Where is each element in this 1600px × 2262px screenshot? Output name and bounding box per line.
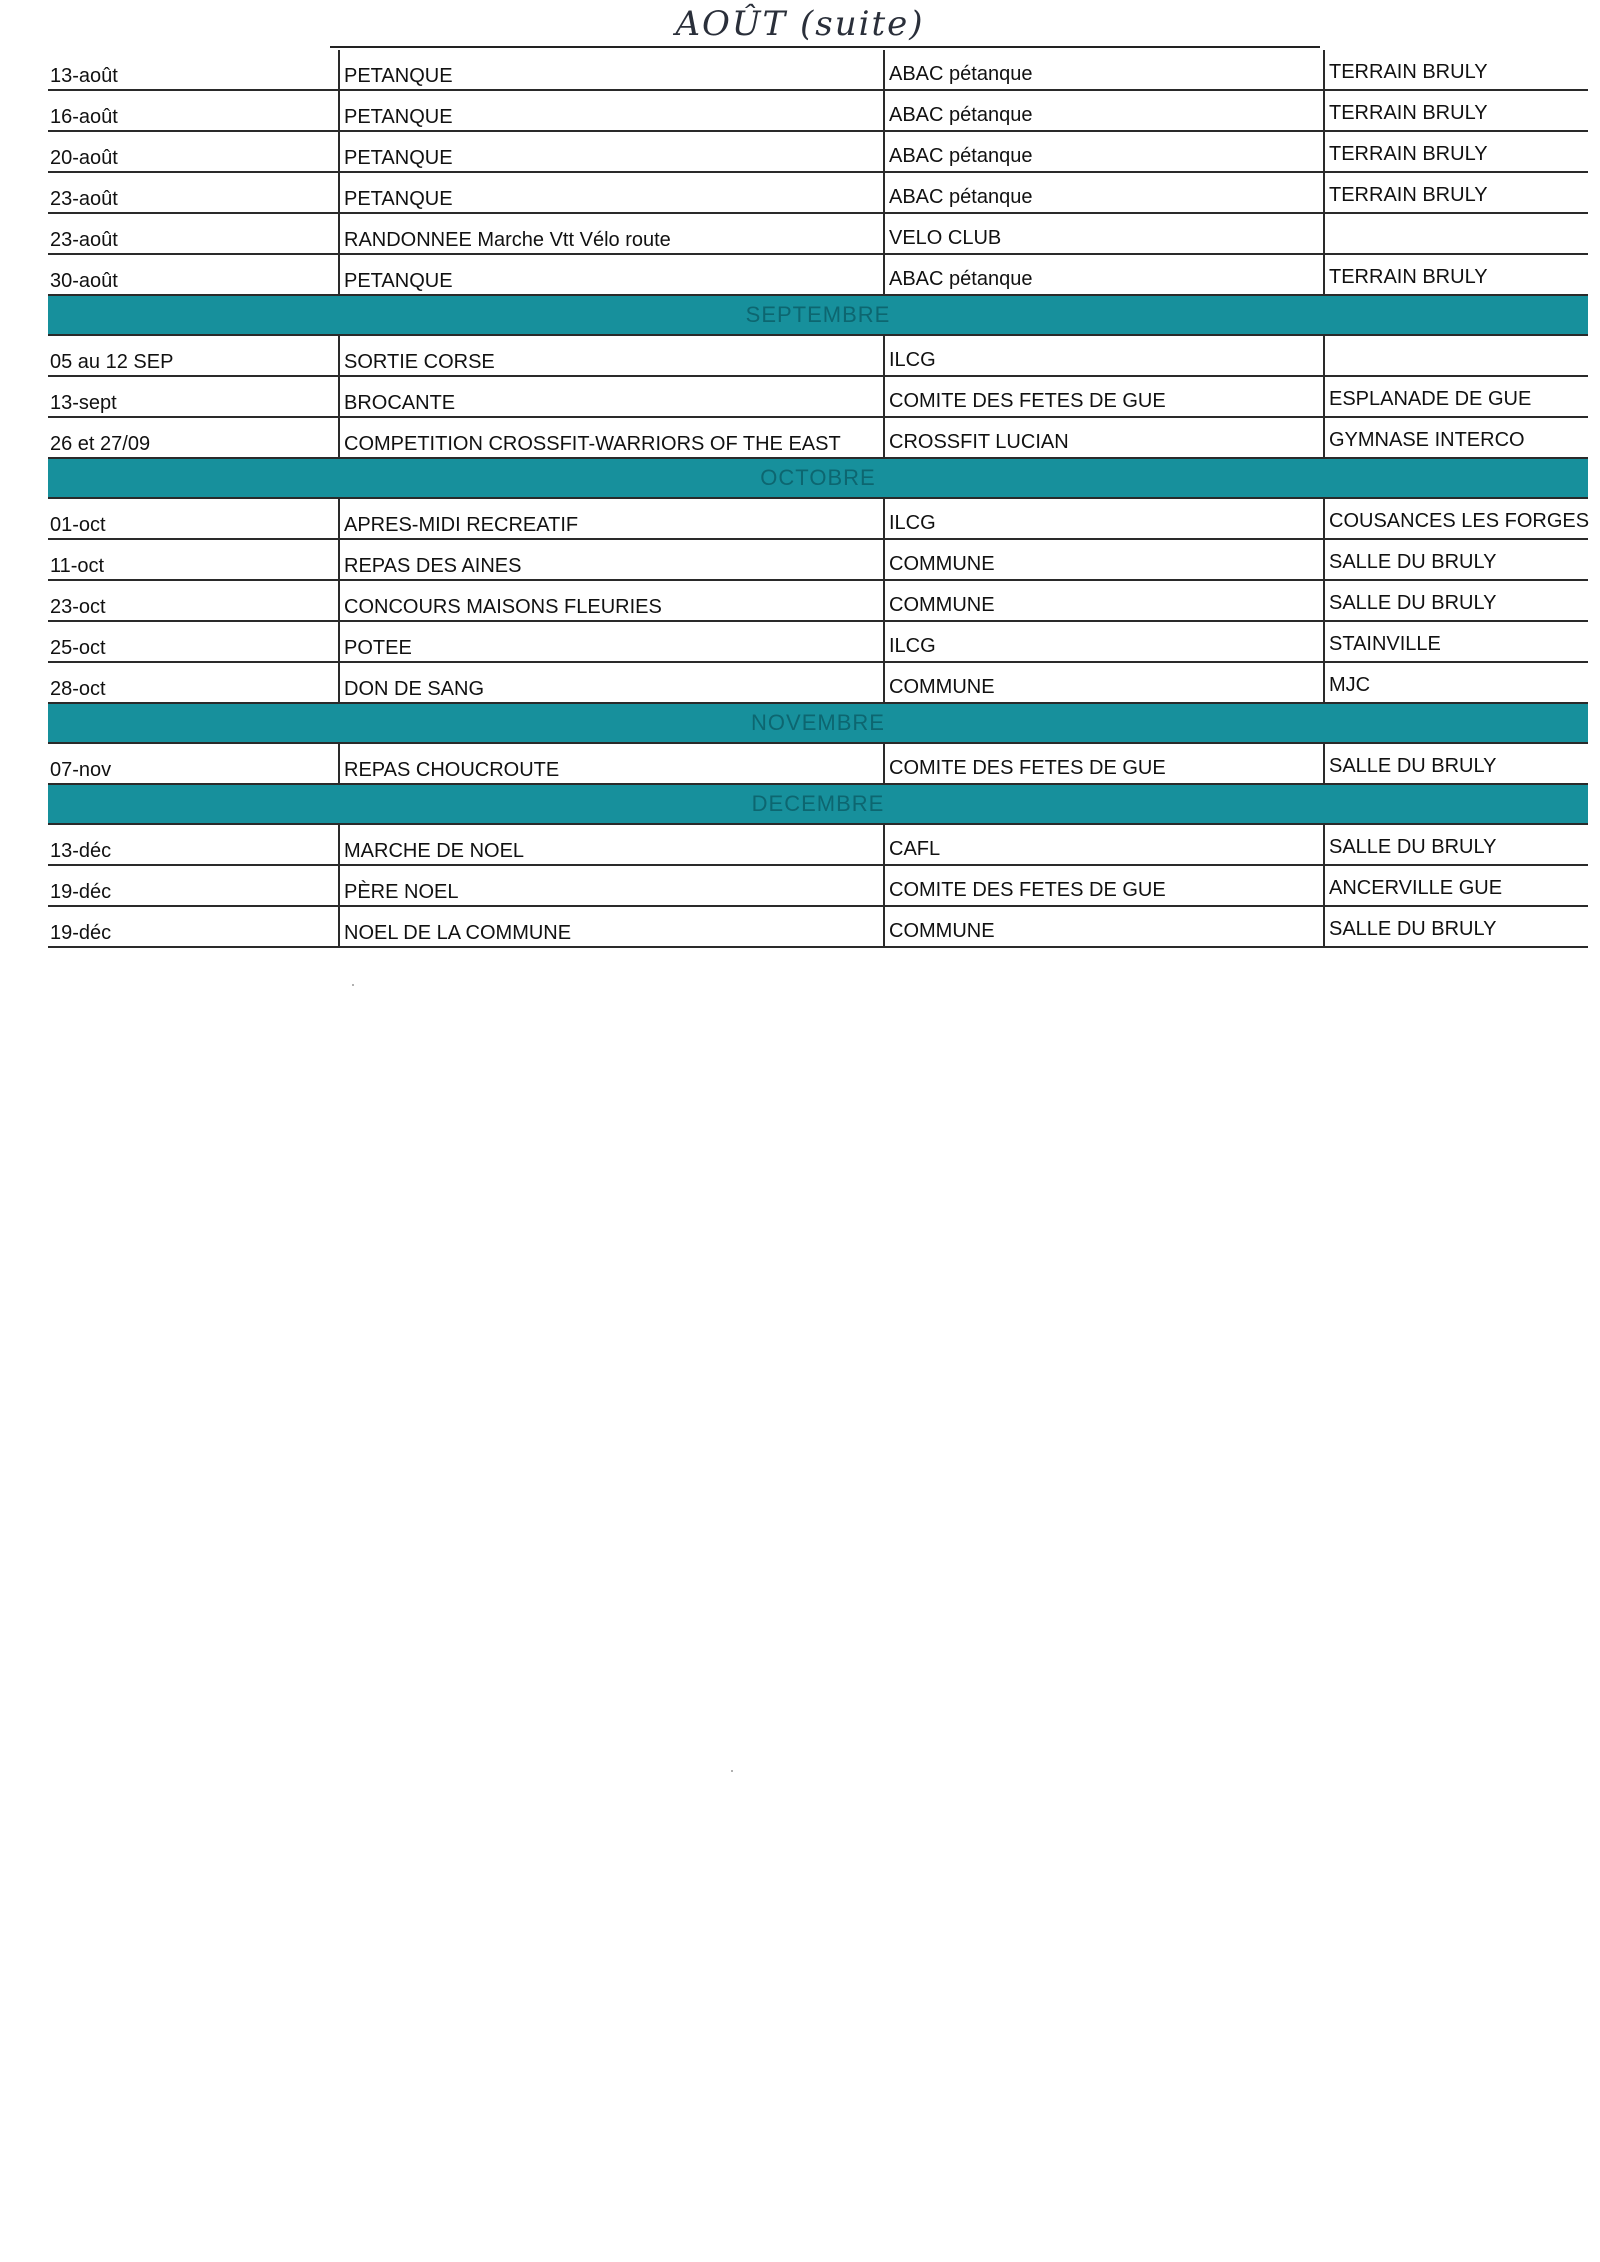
event-place: ANCERVILLE GUE: [1323, 866, 1588, 905]
table-row: [48, 907, 1588, 948]
event-organizer: ABAC pétanque: [883, 173, 1323, 212]
table-row: [48, 132, 1588, 173]
event-organizer: COMMUNE: [883, 663, 1323, 702]
event-place: SALLE DU BRULY: [1323, 907, 1588, 946]
event-name: PETANQUE: [338, 255, 883, 294]
event-organizer: COMMUNE: [883, 540, 1323, 579]
event-place: COUSANCES LES FORGES: [1323, 499, 1588, 538]
event-name: REPAS DES AINES: [338, 540, 883, 579]
event-date: 13-sept: [50, 392, 117, 414]
event-date: 01-oct: [50, 514, 106, 536]
event-organizer: ABAC pétanque: [883, 255, 1323, 294]
event-place: TERRAIN BRULY: [1323, 255, 1588, 294]
event-name: PETANQUE: [338, 173, 883, 212]
event-place: SALLE DU BRULY: [1323, 744, 1588, 783]
event-name: NOEL DE LA COMMUNE: [338, 907, 883, 946]
event-place: [1323, 336, 1588, 375]
event-name: PETANQUE: [338, 132, 883, 171]
scan-speck: [731, 1770, 733, 1772]
table-row: [48, 418, 1588, 459]
event-name: SORTIE CORSE: [338, 336, 883, 375]
event-organizer: ABAC pétanque: [883, 50, 1323, 89]
event-organizer: ILCG: [883, 622, 1323, 661]
event-date: 20-août: [50, 147, 118, 169]
event-name: DON DE SANG: [338, 663, 883, 702]
event-name: MARCHE DE NOEL: [338, 825, 883, 864]
event-name: APRES-MIDI RECREATIF: [338, 499, 883, 538]
event-organizer: ABAC pétanque: [883, 132, 1323, 171]
event-date: 26 et 27/09: [50, 433, 151, 455]
event-organizer: COMITE DES FETES DE GUE: [883, 866, 1323, 905]
table-row: [48, 622, 1588, 663]
table-row: [48, 214, 1588, 255]
event-date: 19-déc: [50, 881, 112, 903]
event-organizer: COMMUNE: [883, 581, 1323, 620]
event-date: 25-oct: [50, 637, 106, 659]
event-place: ESPLANADE DE GUE: [1323, 377, 1588, 416]
table-row: [48, 581, 1588, 622]
event-name: CONCOURS MAISONS FLEURIES: [338, 581, 883, 620]
event-date: 16-août: [50, 106, 118, 128]
event-place: TERRAIN BRULY: [1323, 173, 1588, 212]
event-name: PETANQUE: [338, 50, 883, 89]
event-name: COMPETITION CROSSFIT-WARRIORS OF THE EAST: [338, 418, 883, 457]
event-date: 30-août: [50, 270, 118, 292]
table-row: [48, 744, 1588, 785]
table-row: [48, 540, 1588, 581]
event-place: TERRAIN BRULY: [1323, 91, 1588, 130]
event-name: POTEE: [338, 622, 883, 661]
event-organizer: ILCG: [883, 499, 1323, 538]
event-date: 23-oct: [50, 596, 106, 618]
event-date: 11-oct: [50, 555, 105, 577]
event-place: [1323, 214, 1588, 253]
table-row: [48, 866, 1588, 907]
event-date: 28-oct: [50, 678, 106, 700]
table-row: [48, 336, 1588, 377]
month-header: DECEMBRE: [48, 785, 1588, 825]
event-date: 05 au 12 SEP: [50, 351, 174, 373]
table-row: [48, 50, 1588, 91]
event-date: 23-août: [50, 229, 118, 251]
table-row: [48, 255, 1588, 296]
event-name: REPAS CHOUCROUTE: [338, 744, 883, 783]
event-date: 07-nov: [50, 759, 112, 781]
event-organizer: CROSSFIT LUCIAN: [883, 418, 1323, 457]
scan-speck: [352, 984, 354, 986]
month-header: OCTOBRE: [48, 459, 1588, 499]
event-place: GYMNASE INTERCO: [1323, 418, 1588, 457]
event-organizer: ABAC pétanque: [883, 91, 1323, 130]
event-place: SALLE DU BRULY: [1323, 581, 1588, 620]
table-row: [48, 825, 1588, 866]
month-header: NOVEMBRE: [48, 704, 1588, 744]
table-top-border: [330, 46, 1320, 48]
event-organizer: COMITE DES FETES DE GUE: [883, 377, 1323, 416]
event-place: TERRAIN BRULY: [1323, 132, 1588, 171]
event-organizer: CAFL: [883, 825, 1323, 864]
event-name: RANDONNEE Marche Vtt Vélo route: [338, 214, 883, 253]
event-organizer: VELO CLUB: [883, 214, 1323, 253]
table-row: [48, 377, 1588, 418]
month-header: SEPTEMBRE: [48, 296, 1588, 336]
schedule-table: [48, 50, 1588, 948]
page-title: AOÛT (suite): [675, 4, 925, 44]
event-name: BROCANTE: [338, 377, 883, 416]
table-row: [48, 499, 1588, 540]
event-date: 19-déc: [50, 922, 112, 944]
event-organizer: ILCG: [883, 336, 1323, 375]
event-date: 23-août: [50, 188, 118, 210]
table-row: [48, 663, 1588, 704]
event-name: PÈRE NOEL: [338, 866, 883, 905]
event-name: PETANQUE: [338, 91, 883, 130]
event-organizer: COMMUNE: [883, 907, 1323, 946]
event-place: SALLE DU BRULY: [1323, 825, 1588, 864]
table-row: [48, 91, 1588, 132]
event-place: TERRAIN BRULY: [1323, 50, 1588, 89]
event-organizer: COMITE DES FETES DE GUE: [883, 744, 1323, 783]
event-date: 13-août: [50, 65, 118, 87]
table-row: [48, 173, 1588, 214]
event-place: MJC: [1323, 663, 1588, 702]
event-date: 13-déc: [50, 840, 112, 862]
event-place: SALLE DU BRULY: [1323, 540, 1588, 579]
event-place: STAINVILLE: [1323, 622, 1588, 661]
